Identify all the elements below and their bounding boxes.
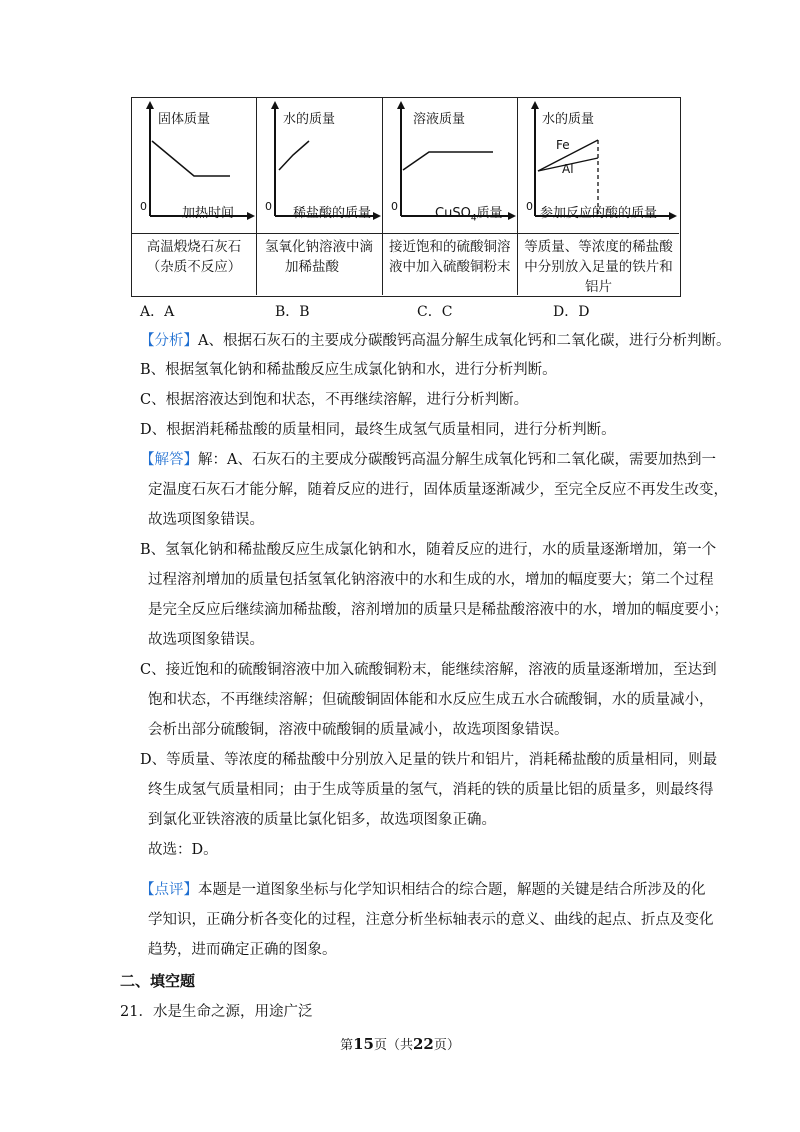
caption-d <box>518 235 679 297</box>
graph-b-origin: 0 <box>265 200 272 213</box>
option-d: D．D <box>553 304 590 320</box>
table-cell-d <box>518 98 679 295</box>
caption-c <box>383 235 517 297</box>
solution-line-2: 故选项图象错误。 <box>148 512 264 528</box>
caption-d-line-2: 中分别放入足量的铁片和 <box>524 259 673 275</box>
graph-a-x-arrow <box>247 212 255 220</box>
caption-b-line-1: 氢氧化钠溶液中滴 <box>265 239 373 255</box>
caption-b <box>257 235 382 297</box>
solution-line-4: 过程溶剂增加的质量包括氢氧化钠溶液中的水和生成的水，增加的幅度要大；第二个过程 <box>148 572 714 588</box>
graph-c-xlabel-suffix: 质量 <box>476 206 503 221</box>
graph-c-x-arrow <box>508 212 516 220</box>
graph-b-y-arrow <box>271 101 279 109</box>
solution-line-10: D、等质量、等浓度的稀盐酸中分别放入足量的铁片和铝片，消耗稀盐酸的质量相同，则最 <box>140 752 718 768</box>
option-a: A．A <box>140 304 175 320</box>
footer-post: 页） <box>433 1038 460 1053</box>
footer-pre: 第 <box>340 1038 354 1053</box>
solution-line-7: C、接近饱和的硫酸铜溶液中加入硫酸铜粉末，能继续溶解，溶液的质量逐渐增加，至达到 <box>140 662 717 678</box>
analysis-line-2: B、根据氢氧化钠和稀盐酸反应生成氯化钠和水，进行分析判断。 <box>140 362 557 378</box>
comment-line-2: 趋势，进而确定正确的图象。 <box>148 942 337 958</box>
solution-line-11: 终生成氢气质量相同；由于生成等质量的氢气，消耗的铁的质量比铝的质量多，则最终得 <box>148 782 714 798</box>
analysis-tag: 【分析】 <box>140 333 198 349</box>
solution-text-first: 解：A、石灰石的主要成分碳酸钙高温分解生成氧化钙和二氧化碳，需要加热到一 <box>198 452 716 468</box>
solution-line-12: 到氯化亚铁溶液的质量比氯化铝多，故选项图象正确。 <box>148 812 496 828</box>
graph-a <box>132 98 256 234</box>
graph-b <box>257 98 382 234</box>
graph-c <box>383 98 517 234</box>
graph-b-curve <box>279 141 309 170</box>
solution-line-6: 故选项图象错误。 <box>148 632 264 648</box>
graph-b-x-arrow <box>373 212 381 220</box>
caption-a-line-1: 高温煅烧石灰石 <box>146 239 242 255</box>
section-heading: 二、填空题 <box>120 972 196 990</box>
footer-page-number: 15 <box>353 1035 374 1053</box>
graph-d-ylabel: 水的质量 <box>542 112 595 127</box>
caption-a-line-2: （杂质不反应） <box>146 259 242 275</box>
comment-line-1: 学知识，正确分析各变化的过程，注意分析坐标轴表示的意义、曲线的起点、折点及变化 <box>148 912 714 928</box>
table-cell-c <box>383 98 518 295</box>
graph-options-table <box>131 97 681 297</box>
caption-c-line-1: 接近饱和的硫酸铜溶 <box>389 239 511 255</box>
footer-total-pages: 22 <box>413 1035 434 1053</box>
graph-b-xlabel: 稀盐酸的质量 <box>293 206 372 221</box>
comment-tag: 【点评】 <box>140 882 198 898</box>
graph-d-y-arrow <box>531 101 539 109</box>
question-21: 21．水是生命之源，用途广泛 <box>120 1004 313 1020</box>
graph-a-origin: 0 <box>140 200 147 213</box>
caption-d-line-3: 铝片 <box>585 279 612 295</box>
graph-b-ylabel: 水的质量 <box>283 112 336 127</box>
graph-d-xlabel: 参加反应的酸的质量 <box>540 206 658 221</box>
solution-line-5: 是完全反应后继续滴加稀盐酸，溶剂增加的质量只是稀盐酸溶液中的水，增加的幅度要小； <box>148 602 728 618</box>
solution-line-9: 会析出部分硫酸铜，溶液中硫酸铜的质量减小，故选项图象错误。 <box>148 722 569 738</box>
footer-mid: 页（共 <box>373 1038 413 1053</box>
analysis-line-3: C、根据溶液达到饱和状态，不再继续溶解，进行分析判断。 <box>140 392 529 408</box>
solution-tag: 【解答】 <box>140 452 198 468</box>
graph-c-curve <box>403 152 493 170</box>
graph-a-y-arrow <box>146 101 154 109</box>
graph-d-fe-label: Fe <box>556 138 570 152</box>
option-c: C．C <box>417 304 453 320</box>
graph-a-xlabel: 加热时间 <box>182 206 235 221</box>
caption-c-line-2: 液中加入硫酸铜粉末 <box>389 259 511 275</box>
analysis-text-1: A、根据石灰石的主要成分碳酸钙高温分解生成氧化钙和二氧化碳，进行分析判断。 <box>198 333 731 349</box>
graph-c-xlabel-subscript: 4 <box>470 213 477 224</box>
solution-line-0 <box>140 450 716 470</box>
table-cell-a <box>132 98 257 295</box>
analysis-line-4: D、根据消耗稀盐酸的质量相同，最终生成氢气质量相同，进行分析判断。 <box>140 422 616 438</box>
page-footer <box>0 1034 800 1053</box>
solution-line-3: B、氢氧化钠和稀盐酸反应生成氯化钠和水，随着反应的进行，水的质量逐渐增加，第一个 <box>140 542 717 558</box>
solution-line-1: 定温度石灰石才能分解，随着反应的进行，固体质量逐渐减少，至完全反应不再发生改变， <box>148 482 728 498</box>
graph-d-origin: 0 <box>526 200 533 213</box>
caption-d-line-1: 等质量、等浓度的稀盐酸 <box>524 239 673 255</box>
option-b: B．B <box>275 304 310 320</box>
graph-c-ylabel: 溶液质量 <box>413 112 466 127</box>
graph-a-curve <box>152 141 230 176</box>
graph-c-y-arrow <box>397 101 405 109</box>
graph-c-xlabel <box>435 202 503 224</box>
solution-line-8: 饱和状态，不再继续溶解；但硫酸铜固体能和水反应生成五水合硫酸铜，水的质量减小， <box>148 692 714 708</box>
caption-a <box>132 235 256 297</box>
solution-line-13: 故选：D。 <box>148 842 218 858</box>
answer-options <box>140 301 700 321</box>
comment-line-0 <box>140 880 706 900</box>
graph-d <box>518 98 679 234</box>
graph-d-x-arrow <box>669 212 677 220</box>
caption-b-line-2: 加稀盐酸 <box>285 259 339 275</box>
comment-text-first: 本题是一道图象坐标与化学知识相结合的综合题，解题的关键是结合所涉及的化 <box>198 882 706 898</box>
graph-a-ylabel: 固体质量 <box>158 112 211 127</box>
graph-d-al-label: Al <box>562 162 574 176</box>
analysis-line-1 <box>140 331 731 351</box>
table-cell-b <box>257 98 383 295</box>
graph-c-origin: 0 <box>391 200 398 213</box>
graph-c-xlabel-formula: CuSO <box>435 206 471 221</box>
